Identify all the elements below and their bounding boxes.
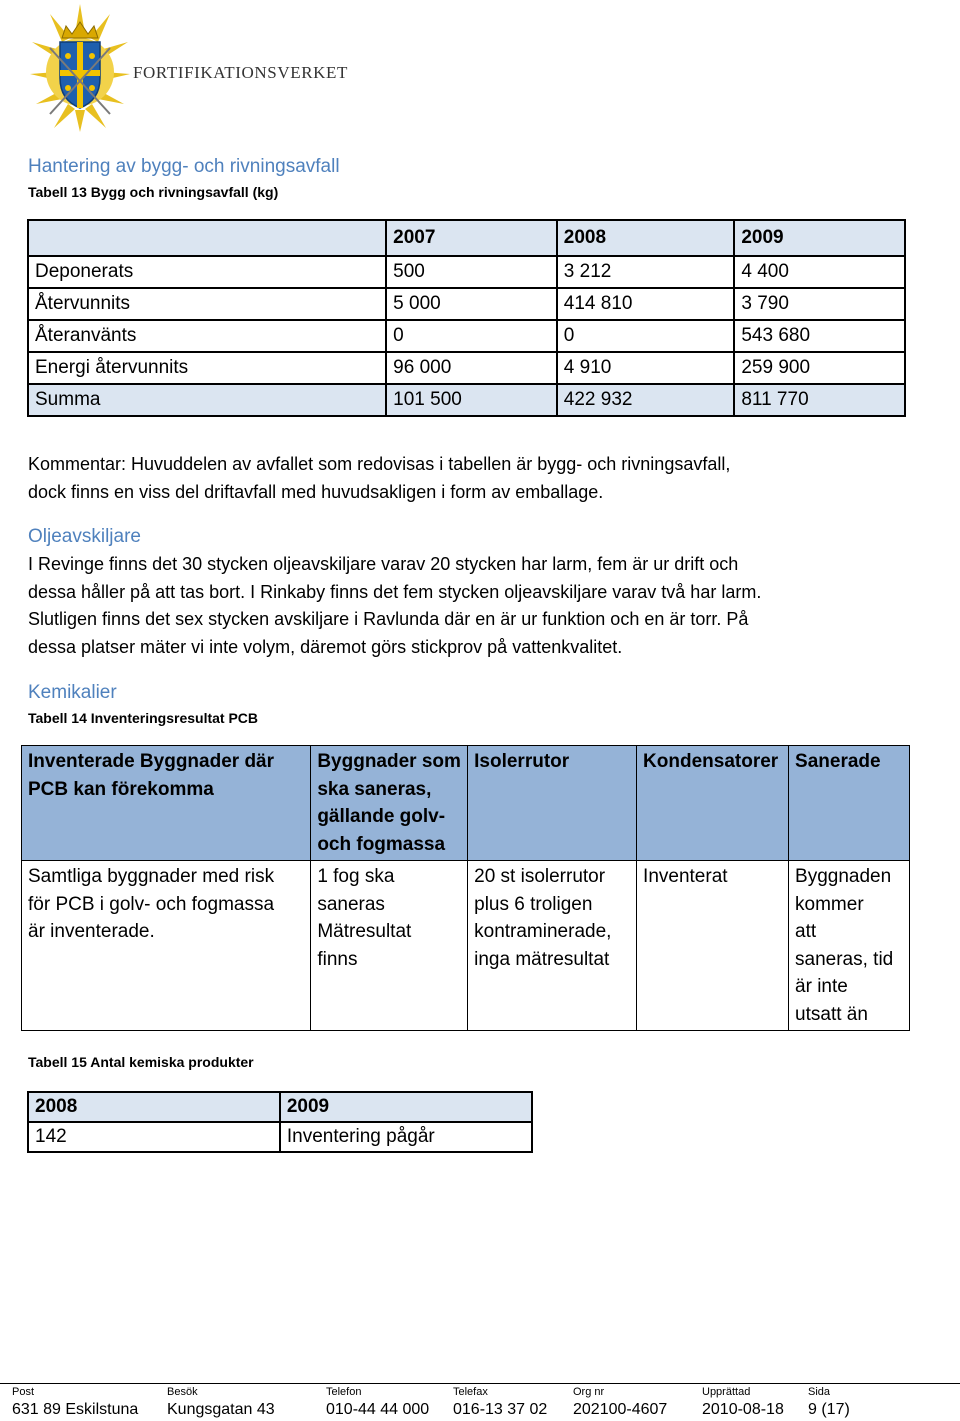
table-cell: 3 212 — [557, 256, 735, 288]
footer-label: Sida — [808, 1386, 831, 1398]
footer-fax — [453, 1386, 547, 1419]
pcb-table — [21, 745, 910, 1031]
table-row — [22, 861, 910, 1031]
comment-line: dock finns en viss del driftavfall med huvudsakligen i form av emballage. — [28, 481, 604, 502]
table-header-row — [22, 746, 910, 861]
footer-page — [808, 1386, 850, 1419]
footer-value: 2010-08-18 — [702, 1401, 784, 1418]
section-heading-chemicals: Kemikalier — [28, 682, 117, 703]
table-header-row — [28, 1092, 532, 1122]
table-cell: 1 fog ska saneras Mätresultat finns — [311, 861, 468, 1031]
table-cell: Samtliga byggnader med risk för PCB i golv- och fogmassa är inventerade. — [22, 861, 311, 1031]
table-cell: Återanvänts — [28, 320, 386, 352]
footer-value: Kungsgatan 43 — [167, 1401, 275, 1418]
paragraph-line: dessa håller på att tas bort. I Rinkaby finns det fem stycken oljeavskiljare varav två har larm. — [28, 581, 762, 602]
table-row — [28, 288, 905, 320]
paragraph-line: I Revinge finns det 30 stycken oljeavskiljare varav 20 stycken har larm, fem är ur drift och — [28, 554, 739, 574]
waste-table — [27, 219, 906, 417]
table-cell: Inventering pågår — [280, 1122, 532, 1152]
waste-comment — [28, 451, 938, 506]
footer-phone — [326, 1386, 429, 1419]
table-cell: 20 st isolerrutor plus 6 troligen kontraminerade, inga mätresultat — [468, 861, 637, 1031]
table14-caption: Tabell 14 Inventeringsresultat PCB — [28, 710, 259, 726]
table-cell: 96 000 — [386, 352, 557, 384]
section-heading-waste: Hantering av bygg- och rivningsavfall — [28, 156, 340, 177]
table-header-cell: 2007 — [386, 220, 557, 256]
org-name: FORTIFIKATIONSVERKET — [133, 63, 348, 82]
table-header-cell: 2009 — [734, 220, 905, 256]
table15-caption: Tabell 15 Antal kemiska produkter — [28, 1054, 254, 1070]
table-cell: 811 770 — [734, 384, 905, 416]
table-cell: 543 680 — [734, 320, 905, 352]
table-cell: 4 910 — [557, 352, 735, 384]
footer-value: 9 (17) — [808, 1401, 850, 1418]
table-cell: 4 400 — [734, 256, 905, 288]
table-row — [28, 256, 905, 288]
table-header-cell: 2009 — [280, 1092, 532, 1122]
table-cell: 3 790 — [734, 288, 905, 320]
footer-value: 631 89 Eskilstuna — [12, 1401, 139, 1418]
oil-paragraph — [28, 551, 938, 661]
paragraph-line: Slutligen finns det sex stycken avskiljare i Ravlunda där en är ur funktion och en är torr. På — [28, 609, 749, 629]
table-cell: Återvunnits — [28, 288, 386, 320]
table-cell: Energi återvunnits — [28, 352, 386, 384]
comment-line: Kommentar: Huvuddelen av avfallet som redovisas i tabellen är bygg- och rivningsavfall, — [28, 454, 731, 474]
footer-post — [12, 1386, 138, 1419]
table-cell: 422 932 — [557, 384, 735, 416]
footer-visit — [167, 1386, 275, 1419]
fortifikationsverket-crest-logo — [30, 4, 130, 132]
table-cell: 5 000 — [386, 288, 557, 320]
table-header-cell: Inventerade Byggnader där PCB kan förekomma — [22, 746, 311, 861]
table-cell: Summa — [28, 384, 386, 416]
table-cell: 0 — [557, 320, 735, 352]
footer-label: Telefax — [453, 1386, 488, 1398]
table-cell: 142 — [28, 1122, 280, 1152]
footer-label: Besök — [167, 1386, 198, 1398]
table-header-row — [28, 220, 905, 256]
table-header-cell — [28, 220, 386, 256]
table-row — [28, 352, 905, 384]
table-header-cell: Sanerade — [789, 746, 910, 861]
table-header-cell: 2008 — [557, 220, 735, 256]
footer-value: 016-13 37 02 — [453, 1401, 548, 1418]
table-cell: Byggnaden kommer att saneras, tid är inte utsatt än — [789, 861, 910, 1031]
footer-label: Post — [12, 1386, 35, 1398]
table-header-cell: Kondensatorer — [637, 746, 789, 861]
footer-value: 010-44 44 000 — [326, 1401, 430, 1418]
table-cell: 101 500 — [386, 384, 557, 416]
footer-created — [702, 1386, 784, 1419]
footer-org-nr — [573, 1386, 667, 1419]
table-cell: 0 — [386, 320, 557, 352]
footer-label: Telefon — [326, 1386, 362, 1398]
table-total-row — [28, 384, 905, 416]
table-header-cell: Isolerrutor — [468, 746, 637, 861]
table-header-cell: 2008 — [28, 1092, 280, 1122]
table-cell: 259 900 — [734, 352, 905, 384]
footer-label: Org nr — [573, 1386, 605, 1398]
table-header-cell: Byggnader som ska saneras, gällande golv- och fogmassa — [311, 746, 468, 861]
table-cell: Inventerat — [637, 861, 789, 1031]
table-row — [28, 320, 905, 352]
paragraph-line: dessa platser mäter vi inte volym, däremot görs stickprov på vattenkvalitet. — [28, 636, 623, 657]
table-row — [28, 1122, 532, 1152]
section-heading-oil: Oljeavskiljare — [28, 526, 141, 547]
chemical-products-table — [27, 1091, 533, 1153]
footer-divider — [0, 1383, 960, 1384]
table-cell: 500 — [386, 256, 557, 288]
table-cell: 414 810 — [557, 288, 735, 320]
table-cell: Deponerats — [28, 256, 386, 288]
footer-value: 202100-4607 — [573, 1401, 668, 1418]
table13-caption: Tabell 13 Bygg och rivningsavfall (kg) — [28, 184, 279, 200]
footer-label: Upprättad — [702, 1386, 751, 1398]
